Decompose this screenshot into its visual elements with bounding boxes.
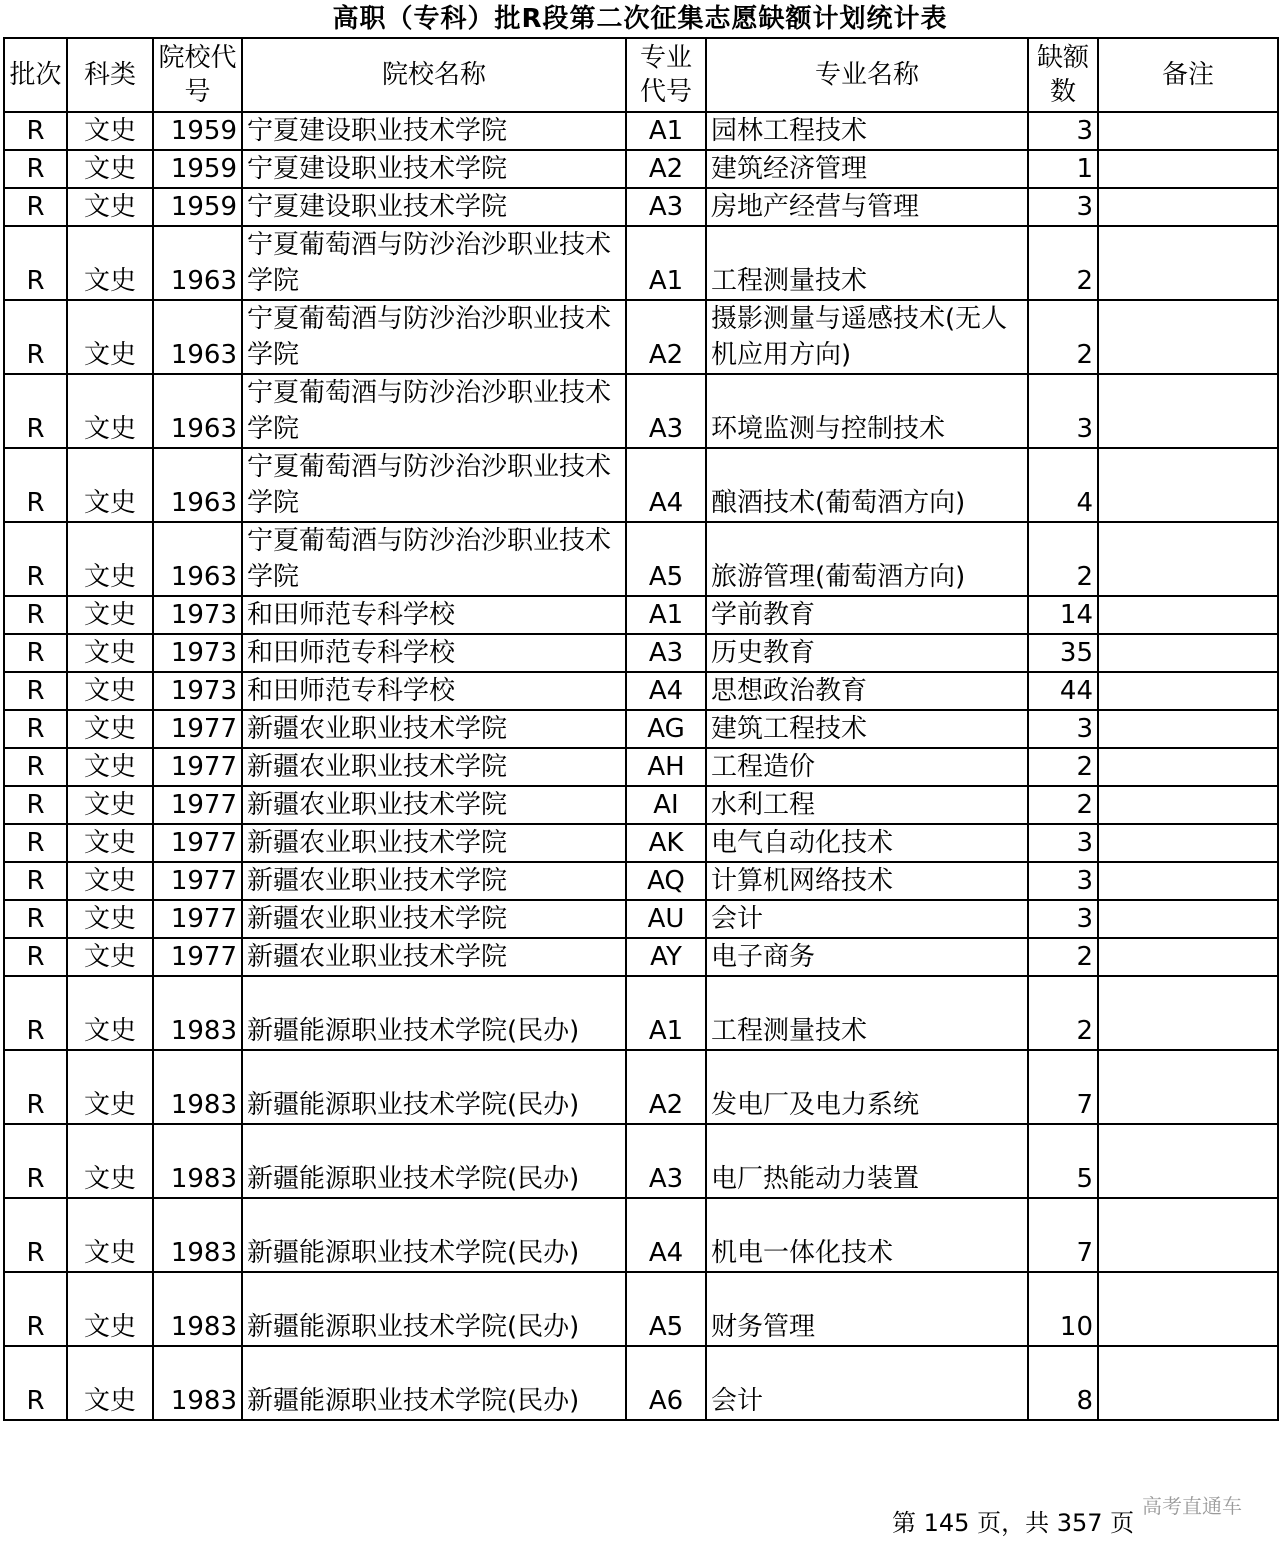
table-row (4, 522, 1278, 596)
cell-school-code: 1959 (153, 150, 242, 188)
cell-major-name: 财务管理 (706, 1272, 1028, 1346)
table-row (4, 596, 1278, 634)
cell-school-code: 1983 (153, 1272, 242, 1346)
cell-major-code: A3 (626, 1124, 706, 1198)
cell-major-name: 摄影测量与遥感技术(无人机应用方向) (706, 300, 1028, 374)
cell-school-name: 和田师范专科学校 (242, 596, 626, 634)
cell-major-code: A4 (626, 448, 706, 522)
cell-remark (1098, 112, 1278, 150)
cell-major-name: 计算机网络技术 (706, 862, 1028, 900)
table-row (4, 900, 1278, 938)
table-row (4, 150, 1278, 188)
header-major-code: 专业代号 (626, 38, 706, 112)
cell-batch: R (4, 188, 67, 226)
cell-school-name: 新疆农业职业技术学院 (242, 862, 626, 900)
cell-major-name: 会计 (706, 1346, 1028, 1420)
cell-remark (1098, 1050, 1278, 1124)
cell-major-code: A2 (626, 150, 706, 188)
table-row (4, 448, 1278, 522)
cell-category: 文史 (67, 976, 153, 1050)
cell-school-code: 1963 (153, 522, 242, 596)
cell-vacancy: 4 (1028, 448, 1098, 522)
cell-vacancy: 2 (1028, 226, 1098, 300)
table-row (4, 1198, 1278, 1272)
cell-vacancy: 8 (1028, 1346, 1098, 1420)
cell-school-name: 新疆农业职业技术学院 (242, 900, 626, 938)
cell-school-name: 和田师范专科学校 (242, 634, 626, 672)
cell-major-name: 环境监测与控制技术 (706, 374, 1028, 448)
table-row (4, 188, 1278, 226)
cell-vacancy: 3 (1028, 862, 1098, 900)
cell-category: 文史 (67, 226, 153, 300)
cell-remark (1098, 824, 1278, 862)
cell-category: 文史 (67, 1124, 153, 1198)
cell-remark (1098, 938, 1278, 976)
cell-major-code: AI (626, 786, 706, 824)
cell-category: 文史 (67, 188, 153, 226)
cell-major-name: 水利工程 (706, 786, 1028, 824)
cell-major-code: AY (626, 938, 706, 976)
header-school-code: 院校代号 (153, 38, 242, 112)
cell-category: 文史 (67, 374, 153, 448)
cell-major-code: A1 (626, 596, 706, 634)
cell-remark (1098, 710, 1278, 748)
table-row (4, 938, 1278, 976)
cell-category: 文史 (67, 300, 153, 374)
table-row (4, 300, 1278, 374)
header-major-name: 专业名称 (706, 38, 1028, 112)
cell-major-code: AG (626, 710, 706, 748)
cell-batch: R (4, 226, 67, 300)
cell-major-code: A1 (626, 112, 706, 150)
cell-category: 文史 (67, 1050, 153, 1124)
cell-vacancy: 1 (1028, 150, 1098, 188)
cell-batch: R (4, 634, 67, 672)
cell-batch: R (4, 112, 67, 150)
cell-category: 文史 (67, 710, 153, 748)
cell-school-code: 1977 (153, 824, 242, 862)
cell-remark (1098, 300, 1278, 374)
cell-remark (1098, 1346, 1278, 1420)
header-row (4, 38, 1278, 112)
cell-school-name: 宁夏葡萄酒与防沙治沙职业技术学院 (242, 300, 626, 374)
cell-batch: R (4, 710, 67, 748)
cell-category: 文史 (67, 862, 153, 900)
cell-category: 文史 (67, 748, 153, 786)
cell-category: 文史 (67, 634, 153, 672)
table-row (4, 976, 1278, 1050)
cell-remark (1098, 596, 1278, 634)
cell-school-name: 新疆能源职业技术学院(民办) (242, 1346, 626, 1420)
cell-vacancy: 10 (1028, 1272, 1098, 1346)
cell-school-name: 新疆农业职业技术学院 (242, 710, 626, 748)
cell-school-name: 新疆农业职业技术学院 (242, 748, 626, 786)
cell-school-name: 新疆能源职业技术学院(民办) (242, 976, 626, 1050)
cell-school-name: 宁夏建设职业技术学院 (242, 112, 626, 150)
cell-vacancy: 2 (1028, 300, 1098, 374)
cell-vacancy: 3 (1028, 824, 1098, 862)
cell-remark (1098, 150, 1278, 188)
cell-category: 文史 (67, 150, 153, 188)
cell-major-code: A2 (626, 300, 706, 374)
cell-batch: R (4, 748, 67, 786)
cell-batch: R (4, 1124, 67, 1198)
cell-major-name: 历史教育 (706, 634, 1028, 672)
cell-remark (1098, 1124, 1278, 1198)
table-row (4, 634, 1278, 672)
cell-school-name: 新疆能源职业技术学院(民办) (242, 1124, 626, 1198)
cell-major-code: A2 (626, 1050, 706, 1124)
cell-category: 文史 (67, 938, 153, 976)
cell-major-code: A5 (626, 522, 706, 596)
cell-category: 文史 (67, 596, 153, 634)
quota-table (3, 37, 1279, 1421)
cell-school-code: 1983 (153, 1050, 242, 1124)
table-row (4, 748, 1278, 786)
cell-category: 文史 (67, 900, 153, 938)
cell-vacancy: 2 (1028, 938, 1098, 976)
cell-school-code: 1963 (153, 448, 242, 522)
table-row (4, 112, 1278, 150)
cell-vacancy: 35 (1028, 634, 1098, 672)
cell-vacancy: 2 (1028, 522, 1098, 596)
cell-school-name: 和田师范专科学校 (242, 672, 626, 710)
cell-school-name: 宁夏葡萄酒与防沙治沙职业技术学院 (242, 522, 626, 596)
cell-school-code: 1963 (153, 300, 242, 374)
cell-major-name: 工程测量技术 (706, 226, 1028, 300)
cell-major-name: 旅游管理(葡萄酒方向) (706, 522, 1028, 596)
cell-school-code: 1959 (153, 112, 242, 150)
cell-batch: R (4, 1050, 67, 1124)
cell-major-name: 园林工程技术 (706, 112, 1028, 150)
cell-remark (1098, 188, 1278, 226)
cell-batch: R (4, 374, 67, 448)
cell-major-code: A3 (626, 188, 706, 226)
cell-major-code: A4 (626, 672, 706, 710)
cell-batch: R (4, 938, 67, 976)
cell-school-name: 宁夏葡萄酒与防沙治沙职业技术学院 (242, 374, 626, 448)
cell-school-code: 1973 (153, 672, 242, 710)
cell-school-code: 1977 (153, 748, 242, 786)
cell-remark (1098, 1198, 1278, 1272)
cell-school-code: 1977 (153, 938, 242, 976)
cell-vacancy: 2 (1028, 976, 1098, 1050)
cell-major-code: AQ (626, 862, 706, 900)
cell-major-code: A3 (626, 374, 706, 448)
cell-school-code: 1959 (153, 188, 242, 226)
cell-batch: R (4, 862, 67, 900)
header-category: 科类 (67, 38, 153, 112)
cell-remark (1098, 448, 1278, 522)
table-row (4, 1124, 1278, 1198)
cell-category: 文史 (67, 824, 153, 862)
cell-school-code: 1983 (153, 1124, 242, 1198)
cell-remark (1098, 522, 1278, 596)
cell-remark (1098, 748, 1278, 786)
cell-category: 文史 (67, 112, 153, 150)
cell-major-name: 工程造价 (706, 748, 1028, 786)
table-row (4, 374, 1278, 448)
cell-remark (1098, 634, 1278, 672)
cell-major-code: A3 (626, 634, 706, 672)
cell-major-code: AH (626, 748, 706, 786)
table-row (4, 1272, 1278, 1346)
cell-school-code: 1983 (153, 1198, 242, 1272)
cell-school-name: 新疆农业职业技术学院 (242, 824, 626, 862)
cell-major-name: 电气自动化技术 (706, 824, 1028, 862)
cell-school-code: 1973 (153, 634, 242, 672)
cell-major-name: 电子商务 (706, 938, 1028, 976)
cell-remark (1098, 226, 1278, 300)
cell-remark (1098, 786, 1278, 824)
cell-school-code: 1983 (153, 1346, 242, 1420)
cell-batch: R (4, 300, 67, 374)
cell-school-name: 宁夏建设职业技术学院 (242, 188, 626, 226)
cell-batch: R (4, 1272, 67, 1346)
cell-vacancy: 3 (1028, 188, 1098, 226)
table-row (4, 824, 1278, 862)
cell-batch: R (4, 824, 67, 862)
cell-batch: R (4, 448, 67, 522)
header-remark: 备注 (1098, 38, 1278, 112)
cell-school-name: 宁夏葡萄酒与防沙治沙职业技术学院 (242, 448, 626, 522)
cell-batch: R (4, 150, 67, 188)
table-row (4, 786, 1278, 824)
cell-major-name: 酿酒技术(葡萄酒方向) (706, 448, 1028, 522)
cell-school-code: 1973 (153, 596, 242, 634)
cell-school-name: 新疆农业职业技术学院 (242, 938, 626, 976)
cell-batch: R (4, 672, 67, 710)
cell-major-code: A6 (626, 1346, 706, 1420)
cell-major-name: 建筑工程技术 (706, 710, 1028, 748)
cell-major-name: 思想政治教育 (706, 672, 1028, 710)
cell-category: 文史 (67, 1198, 153, 1272)
cell-major-name: 电厂热能动力装置 (706, 1124, 1028, 1198)
cell-category: 文史 (67, 448, 153, 522)
table-row (4, 710, 1278, 748)
cell-major-name: 建筑经济管理 (706, 150, 1028, 188)
cell-batch: R (4, 900, 67, 938)
cell-school-code: 1963 (153, 226, 242, 300)
cell-category: 文史 (67, 1346, 153, 1420)
cell-school-code: 1963 (153, 374, 242, 448)
page-footer: 第 145 页，共 357 页 (892, 1509, 1135, 1537)
cell-batch: R (4, 1198, 67, 1272)
cell-school-name: 新疆能源职业技术学院(民办) (242, 1050, 626, 1124)
cell-school-code: 1983 (153, 976, 242, 1050)
cell-batch: R (4, 976, 67, 1050)
cell-major-name: 工程测量技术 (706, 976, 1028, 1050)
header-batch: 批次 (4, 38, 67, 112)
table-row (4, 1346, 1278, 1420)
cell-vacancy: 14 (1028, 596, 1098, 634)
cell-major-name: 学前教育 (706, 596, 1028, 634)
cell-remark (1098, 976, 1278, 1050)
cell-school-name: 新疆能源职业技术学院(民办) (242, 1272, 626, 1346)
cell-remark (1098, 374, 1278, 448)
cell-vacancy: 44 (1028, 672, 1098, 710)
cell-school-name: 宁夏葡萄酒与防沙治沙职业技术学院 (242, 226, 626, 300)
cell-major-name: 房地产经营与管理 (706, 188, 1028, 226)
cell-major-code: A4 (626, 1198, 706, 1272)
cell-category: 文史 (67, 672, 153, 710)
cell-vacancy: 3 (1028, 710, 1098, 748)
cell-vacancy: 7 (1028, 1198, 1098, 1272)
cell-school-name: 新疆农业职业技术学院 (242, 786, 626, 824)
table-row (4, 862, 1278, 900)
cell-school-name: 宁夏建设职业技术学院 (242, 150, 626, 188)
table-row (4, 672, 1278, 710)
cell-batch: R (4, 1346, 67, 1420)
cell-category: 文史 (67, 786, 153, 824)
header-school-name: 院校名称 (242, 38, 626, 112)
cell-major-name: 机电一体化技术 (706, 1198, 1028, 1272)
page-title: 高职（专科）批R段第二次征集志愿缺额计划统计表 (332, 4, 948, 34)
cell-vacancy: 2 (1028, 786, 1098, 824)
cell-vacancy: 3 (1028, 112, 1098, 150)
cell-batch: R (4, 786, 67, 824)
cell-vacancy: 2 (1028, 748, 1098, 786)
cell-vacancy: 3 (1028, 900, 1098, 938)
cell-school-code: 1977 (153, 862, 242, 900)
cell-major-code: A5 (626, 1272, 706, 1346)
cell-vacancy: 5 (1028, 1124, 1098, 1198)
cell-batch: R (4, 522, 67, 596)
cell-batch: R (4, 596, 67, 634)
cell-remark (1098, 862, 1278, 900)
cell-vacancy: 7 (1028, 1050, 1098, 1124)
table-row (4, 1050, 1278, 1124)
cell-school-code: 1977 (153, 786, 242, 824)
cell-school-code: 1977 (153, 710, 242, 748)
cell-vacancy: 3 (1028, 374, 1098, 448)
cell-remark (1098, 672, 1278, 710)
cell-major-code: A1 (626, 226, 706, 300)
cell-remark (1098, 1272, 1278, 1346)
cell-school-name: 新疆能源职业技术学院(民办) (242, 1198, 626, 1272)
cell-school-code: 1977 (153, 900, 242, 938)
cell-major-name: 发电厂及电力系统 (706, 1050, 1028, 1124)
cell-remark (1098, 900, 1278, 938)
watermark: 高考直通车 (1142, 1494, 1242, 1518)
cell-major-code: AU (626, 900, 706, 938)
cell-major-code: A1 (626, 976, 706, 1050)
cell-category: 文史 (67, 1272, 153, 1346)
header-vacancy: 缺额数 (1028, 38, 1098, 112)
table-row (4, 226, 1278, 300)
cell-category: 文史 (67, 522, 153, 596)
cell-major-code: AK (626, 824, 706, 862)
cell-major-name: 会计 (706, 900, 1028, 938)
